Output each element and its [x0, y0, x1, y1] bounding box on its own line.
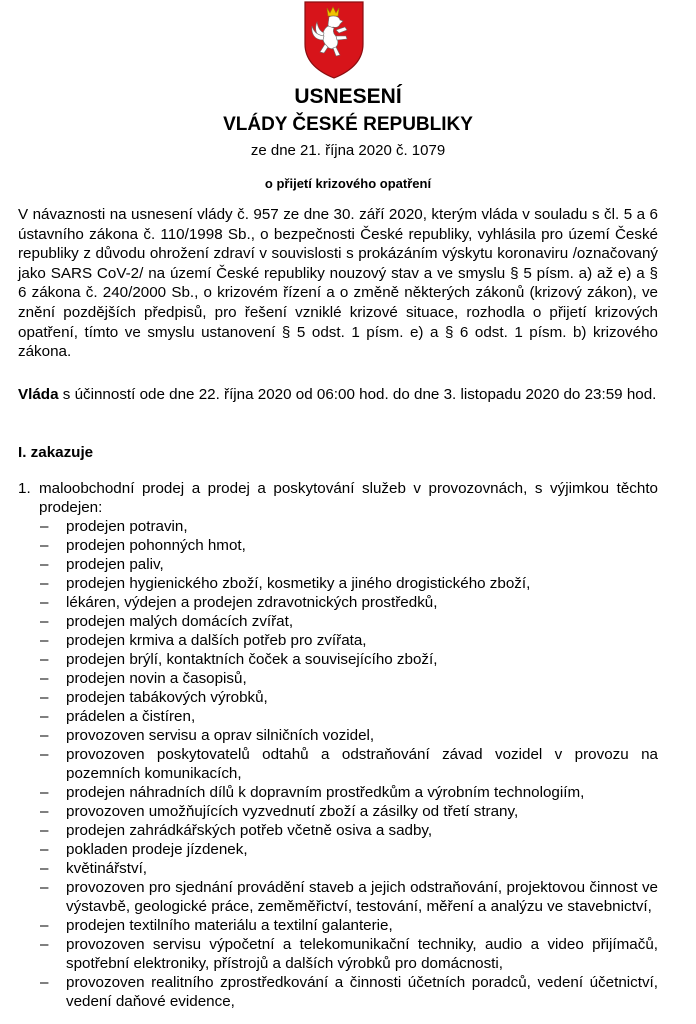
exception-text: květinářství,	[66, 860, 148, 877]
exception-text: prodejen krmiva a dalších potřeb pro zvířata,	[66, 632, 367, 649]
exception-list-item	[18, 574, 658, 593]
exception-list-item	[18, 916, 658, 935]
exception-text: provozoven poskytovatelů odtahů a odstraňování závad vozidel v provozu na pozemních komunikacích,	[66, 746, 658, 782]
exception-text: prodejen zahrádkářských potřeb včetně osiva a sadby,	[66, 822, 433, 839]
exception-list-item	[18, 536, 658, 555]
effective-date-paragraph	[18, 385, 658, 405]
dash-bullet: –	[40, 727, 49, 744]
exception-list-item	[18, 821, 658, 840]
exception-list-item	[18, 517, 658, 536]
exception-text: prodejen tabákových výrobků,	[66, 689, 268, 706]
exception-list-item	[18, 631, 658, 650]
dash-bullet: –	[40, 632, 49, 649]
exception-text: provozoven servisu a oprav silničních vozidel,	[66, 727, 375, 744]
dash-bullet: –	[40, 803, 49, 820]
dash-bullet: –	[40, 537, 49, 554]
dash-bullet: –	[40, 879, 49, 896]
exception-list-item	[18, 669, 658, 688]
exception-text: prodejen paliv,	[66, 556, 164, 573]
dash-bullet: –	[40, 974, 49, 991]
numbered-item-1	[18, 479, 658, 1011]
document-title: USNESENÍ	[294, 85, 402, 108]
exception-list-item	[18, 707, 658, 726]
exception-text: provozoven pro sjednání provádění staveb a jejich odstraňování, projektovou činnost ve výstavbě, geologické práce, zeměměřictví, testování, měření a analýzu ve stavebnictví,	[66, 879, 658, 915]
dash-bullet: –	[40, 784, 49, 801]
exception-list-item	[18, 840, 658, 859]
exception-list-item	[18, 745, 658, 783]
exception-list-item	[18, 973, 658, 1011]
exception-text: prádelen a čistíren,	[66, 708, 196, 725]
exception-list-item	[18, 802, 658, 821]
exception-list-item	[18, 593, 658, 612]
exception-list-item	[18, 726, 658, 745]
dash-bullet: –	[40, 613, 49, 630]
document-subtitle: VLÁDY ČESKÉ REPUBLIKY	[223, 114, 473, 135]
dash-bullet: –	[40, 841, 49, 858]
item-text: maloobchodní prodej a prodej a poskytování služeb v provozovnách, s výjimkou těchto prodejen:	[39, 480, 658, 516]
dash-bullet: –	[40, 670, 49, 687]
exception-text: prodejen malých domácích zvířat,	[66, 613, 294, 630]
exception-list-item	[18, 935, 658, 973]
exception-list-item	[18, 783, 658, 802]
intro-paragraph: V návaznosti na usnesení vlády č. 957 ze dne 30. září 2020, kterým vláda v souladu s čl. 5 a 6 ústavního zákona č. 110/1998 Sb., o bezpečnosti České republiky, vyhlásila pro území České republiky z důvodu ohrožení zdraví v souvislosti s prokázáním výskytu koronaviru /označovaný jako SARS CoV-2/ na území České republiky nouzový stav a ve smyslu § 5 písm. a) až e) a § 6 zákona č. 240/2000 Sb., o krizovém řízení a o změně některých zákonů (krizový zákon), ve znění pozdějších předpisů, pro řešení vzniklé krizové situace, rozhodla o přijetí krizových opatření, tímto ve smyslu ustanovení § 5 odst. 1 písm. e) a § 6 odst. 1 písm. b) krizového zákona.	[18, 206, 658, 361]
dash-bullet: –	[40, 689, 49, 706]
exception-text: prodejen náhradních dílů k dopravním prostředkům a výrobním technologiím,	[66, 784, 585, 801]
exception-list-item	[18, 555, 658, 574]
exception-text: prodejen brýlí, kontaktních čoček a souvisejícího zboží,	[66, 651, 438, 668]
czech-coat-of-arms-icon	[303, 0, 365, 80]
exception-text: prodejen textilního materiálu a textilní galanterie,	[66, 917, 393, 934]
exception-list-item	[18, 650, 658, 669]
vlada-rest: s účinností ode dne 22. října 2020 od 06:00 hod. do dne 3. listopadu 2020 do 23:59 hod.	[58, 386, 657, 403]
exception-text: provozoven umožňujících vyzvednutí zboží a zásilky od třetí strany,	[66, 803, 519, 820]
exception-text: prodejen pohonných hmot,	[66, 537, 246, 554]
exception-text: lékáren, výdejen a prodejen zdravotnických prostředků,	[66, 594, 438, 611]
dash-bullet: –	[40, 556, 49, 573]
exception-list-item	[18, 688, 658, 707]
dash-bullet: –	[40, 708, 49, 725]
exception-list-item	[18, 878, 658, 916]
section-heading: I. zakazuje	[18, 444, 94, 461]
document-date-line: ze dne 21. října 2020 č. 1079	[250, 142, 446, 159]
vlada-bold: Vláda	[18, 386, 59, 403]
dash-bullet: –	[40, 936, 49, 953]
dash-bullet: –	[40, 746, 49, 763]
exception-text: pokladen prodeje jízdenek,	[66, 841, 248, 858]
dash-bullet: –	[40, 575, 49, 592]
dash-bullet: –	[40, 518, 49, 535]
exception-text: provozoven realitního zprostředkování a činnosti účetních poradců, vedení účetnictví, vedení daňové evidence,	[66, 974, 658, 1010]
document-subject: o přijetí krizového opatření	[264, 176, 432, 191]
exception-list-item	[18, 859, 658, 878]
exception-text: prodejen hygienického zboží, kosmetiky a jiného drogistického zboží,	[66, 575, 531, 592]
exception-text: prodejen potravin,	[66, 518, 188, 535]
exception-text: prodejen novin a časopisů,	[66, 670, 247, 687]
exception-text: provozoven servisu výpočetní a telekomunikační techniky, audio a video přijímačů, spotřební elektroniky, přístrojů a dalších výrobků pro domácnosti,	[66, 936, 658, 972]
exception-list-item	[18, 612, 658, 631]
dash-bullet: –	[40, 594, 49, 611]
dash-bullet: –	[40, 860, 49, 877]
dash-bullet: –	[40, 917, 49, 934]
dash-bullet: –	[40, 822, 49, 839]
item-number: 1.	[18, 480, 31, 497]
dash-bullet: –	[40, 651, 49, 668]
exceptions-list	[18, 517, 658, 1011]
